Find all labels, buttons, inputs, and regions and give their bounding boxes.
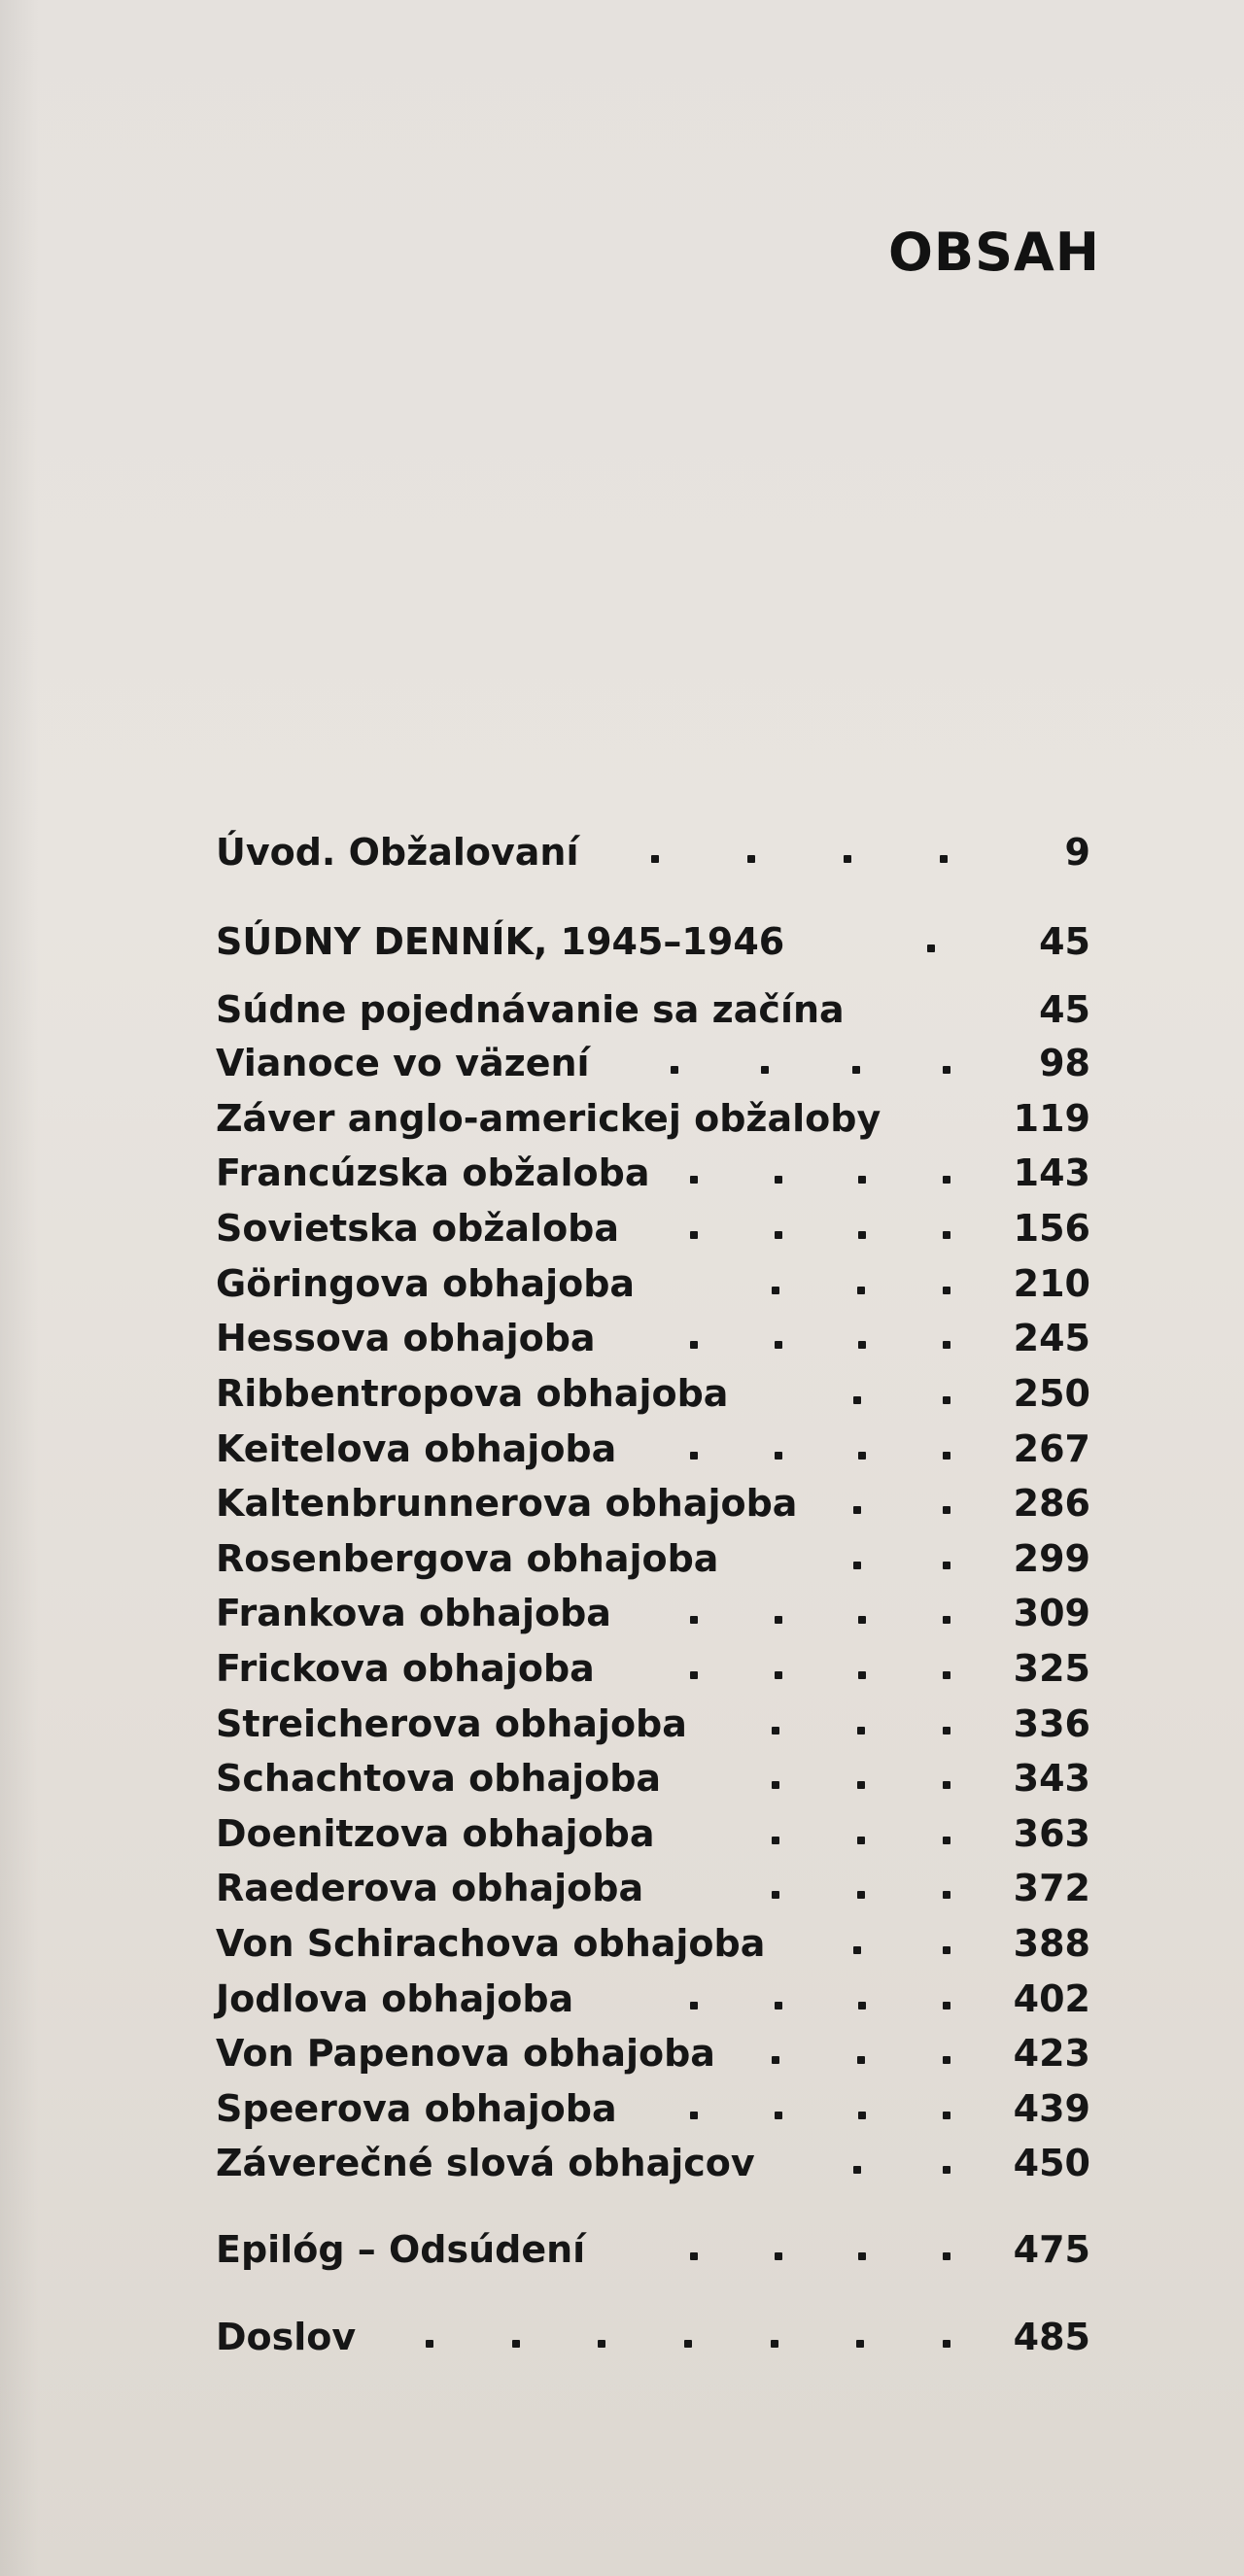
leader-dot: [690, 1341, 698, 1349]
toc-entry-page-number: 402: [1013, 1977, 1090, 2020]
toc-entry: [216, 828, 1090, 876]
toc-entry: [216, 1314, 1090, 1362]
toc-entry-page-number: 363: [1013, 1812, 1090, 1855]
toc-entry-title: Súdne pojednávanie sa začína: [216, 988, 845, 1031]
leader-dot: [690, 1176, 698, 1184]
toc-entry-title: Raederova obhajoba: [216, 1867, 644, 1909]
toc-entry-title: Doenitzova obhajoba: [216, 1812, 655, 1855]
dot-leader: [690, 1975, 950, 2023]
toc-entry-title: Rosenbergova obhajoba: [216, 1537, 719, 1580]
toc-entry-page-number: 299: [1013, 1537, 1090, 1580]
toc-entry-title: Doslov: [216, 2316, 357, 2358]
leader-dot: [858, 2252, 866, 2260]
toc-entry-page-number: 119: [1013, 1097, 1090, 1140]
dot-leader: [690, 2084, 950, 2133]
toc-entry: [216, 2084, 1090, 2133]
leader-dot: [852, 1066, 860, 1074]
toc-entry: [216, 1919, 1090, 1968]
toc-entry-title: Frickova obhajoba: [216, 1647, 595, 1690]
leader-dot: [844, 855, 851, 863]
toc-entry: [216, 2139, 1090, 2187]
leader-dot: [775, 2252, 782, 2260]
leader-dot: [940, 855, 948, 863]
toc-entry: [216, 2225, 1090, 2274]
dot-leader: [690, 1149, 950, 1197]
leader-dot: [943, 2056, 950, 2064]
leader-dot: [858, 1671, 866, 1679]
toc-entry-title: Epilóg – Odsúdení: [216, 2228, 586, 2271]
leader-dot: [858, 1452, 866, 1460]
dot-leader: [690, 1589, 950, 1637]
dot-leader: [853, 1534, 950, 1583]
toc-entry-title: Kaltenbrunnerova obhajoba: [216, 1482, 798, 1525]
leader-dot: [857, 1781, 865, 1789]
leader-dot: [853, 1396, 861, 1404]
leader-dot: [858, 2112, 866, 2119]
toc-entry-page-number: 475: [1013, 2228, 1090, 2271]
leader-dot: [853, 1506, 861, 1514]
toc-entry: [216, 1864, 1090, 1912]
toc-entry-page-number: 267: [1013, 1427, 1090, 1470]
leader-dot: [858, 1176, 866, 1184]
leader-dot: [943, 1946, 950, 1954]
dot-leader: [772, 2029, 950, 2078]
toc-entry: [216, 2313, 1090, 2361]
toc-entry-page-number: 450: [1013, 2142, 1090, 2184]
leader-dot: [775, 1616, 782, 1624]
leader-dot: [943, 1396, 950, 1404]
leader-dot: [858, 1341, 866, 1349]
toc-entry: [216, 1259, 1090, 1308]
toc-entry-page-number: 98: [1039, 1042, 1090, 1084]
toc-entry-title: Schachtova obhajoba: [216, 1757, 662, 1800]
toc-entry-title: Úvod. Obžalovaní: [216, 831, 579, 874]
dot-leader: [690, 1314, 950, 1362]
toc-entry-page-number: 245: [1013, 1317, 1090, 1359]
leader-dot: [857, 1287, 865, 1294]
dot-leader: [690, 1425, 950, 1473]
dot-leader: [772, 1864, 950, 1912]
leader-dot: [775, 2002, 782, 2009]
leader-dot: [856, 2340, 864, 2348]
leader-dot: [943, 1837, 950, 1844]
dot-leader: [927, 917, 935, 966]
toc-entry-title: Jodlova obhajoba: [216, 1977, 574, 2020]
dot-leader: [853, 1369, 950, 1418]
leader-dot: [858, 1616, 866, 1624]
leader-dot: [943, 1781, 950, 1789]
toc-entry-title: SÚDNY DENNÍK, 1945–1946: [216, 920, 785, 963]
toc-entry: [216, 1369, 1090, 1418]
leader-dot: [943, 2340, 950, 2348]
toc-entry-page-number: 439: [1013, 2087, 1090, 2130]
toc-entry: [216, 1975, 1090, 2023]
leader-dot: [858, 2002, 866, 2009]
dot-leader: [426, 2313, 950, 2361]
toc-entry: [216, 1039, 1090, 1087]
toc-entry-title: Keitelova obhajoba: [216, 1427, 617, 1470]
toc-entry-title: Streicherova obhajoba: [216, 1702, 687, 1745]
toc-entry-title: Hessova obhajoba: [216, 1317, 596, 1359]
toc-entry: [216, 985, 1090, 1034]
toc-entry-page-number: 423: [1013, 2032, 1090, 2075]
leader-dot: [943, 2002, 950, 2009]
leader-dot: [690, 1452, 698, 1460]
toc-entry: [216, 1589, 1090, 1637]
toc-entry-page-number: 372: [1013, 1867, 1090, 1909]
toc-entry: [216, 1425, 1090, 1473]
leader-dot: [772, 2056, 779, 2064]
leader-dot: [651, 855, 659, 863]
dot-leader: [853, 1919, 950, 1968]
leader-dot: [775, 1176, 782, 1184]
leader-dot: [512, 2340, 520, 2348]
leader-dot: [943, 1341, 950, 1349]
leader-dot: [761, 1066, 769, 1074]
toc-entry-page-number: 45: [1039, 988, 1090, 1031]
leader-dot: [943, 1066, 950, 1074]
toc-entry-title: Záver anglo-americkej obžaloby: [216, 1097, 881, 1140]
toc-entry-title: Ribbentropova obhajoba: [216, 1372, 729, 1415]
toc-entry-page-number: 388: [1013, 1922, 1090, 1965]
leader-dot: [857, 1837, 865, 1844]
toc-entry-page-number: 143: [1013, 1151, 1090, 1194]
dot-leader: [853, 2139, 950, 2187]
dot-leader: [690, 1644, 950, 1693]
leader-dot: [943, 1727, 950, 1735]
toc-entry: [216, 917, 1090, 966]
toc-entry-page-number: 45: [1039, 920, 1090, 963]
leader-dot: [690, 1616, 698, 1624]
leader-dot: [426, 2340, 433, 2348]
dot-leader: [853, 1479, 950, 1528]
toc-entry: [216, 1534, 1090, 1583]
dot-leader: [690, 1204, 950, 1253]
toc-entry: [216, 1479, 1090, 1528]
leader-dot: [943, 1891, 950, 1899]
leader-dot: [690, 2252, 698, 2260]
leader-dot: [943, 1506, 950, 1514]
toc-entry-title: Von Papenova obhajoba: [216, 2032, 715, 2075]
leader-dot: [747, 855, 755, 863]
leader-dot: [775, 1231, 782, 1239]
leader-dot: [943, 1562, 950, 1569]
leader-dot: [771, 2340, 778, 2348]
toc-entry-page-number: 336: [1013, 1702, 1090, 1745]
leader-dot: [690, 1231, 698, 1239]
leader-dot: [853, 1562, 861, 1569]
toc-entry-title: Frankova obhajoba: [216, 1592, 611, 1634]
leader-dot: [943, 1671, 950, 1679]
leader-dot: [598, 2340, 605, 2348]
toc-entry-page-number: 286: [1013, 1482, 1090, 1525]
leader-dot: [772, 1287, 779, 1294]
toc-entry-title: Záverečné slová obhajcov: [216, 2142, 755, 2184]
leader-dot: [772, 1727, 779, 1735]
toc-entry: [216, 1809, 1090, 1858]
toc-entry: [216, 1149, 1090, 1197]
toc-entry-title: Sovietska obžaloba: [216, 1207, 620, 1250]
page-gutter-shadow: [0, 0, 39, 2576]
toc-entry: [216, 2029, 1090, 2078]
leader-dot: [690, 1671, 698, 1679]
leader-dot: [671, 1066, 678, 1074]
leader-dot: [943, 2166, 950, 2174]
toc-entry-page-number: 485: [1013, 2316, 1090, 2358]
toc-entry-page-number: 156: [1013, 1207, 1090, 1250]
leader-dot: [772, 1781, 779, 1789]
leader-dot: [857, 1891, 865, 1899]
dot-leader: [671, 1039, 950, 1087]
leader-dot: [943, 1616, 950, 1624]
leader-dot: [690, 2002, 698, 2009]
dot-leader: [690, 2225, 950, 2274]
toc-entry-page-number: 325: [1013, 1647, 1090, 1690]
toc-entry-title: Speerova obhajoba: [216, 2087, 617, 2130]
leader-dot: [775, 1341, 782, 1349]
dot-leader: [651, 828, 948, 876]
dot-leader: [772, 1809, 950, 1858]
leader-dot: [853, 2166, 861, 2174]
leader-dot: [943, 2252, 950, 2260]
dot-leader: [772, 1259, 950, 1308]
toc-entry: [216, 1204, 1090, 1253]
leader-dot: [684, 2340, 692, 2348]
leader-dot: [857, 1727, 865, 1735]
toc-entry-page-number: 343: [1013, 1757, 1090, 1800]
leader-dot: [775, 1452, 782, 1460]
leader-dot: [853, 1946, 861, 1954]
leader-dot: [857, 2056, 865, 2064]
toc-entry-title: Göringova obhajoba: [216, 1262, 636, 1305]
toc-entry-title: Vianoce vo väzení: [216, 1042, 590, 1084]
toc-entry: [216, 1700, 1090, 1748]
leader-dot: [772, 1837, 779, 1844]
dot-leader: [772, 1700, 950, 1748]
toc-entry: [216, 1754, 1090, 1803]
leader-dot: [943, 1452, 950, 1460]
leader-dot: [772, 1891, 779, 1899]
toc-entry-title: Von Schirachova obhajoba: [216, 1922, 766, 1965]
leader-dot: [943, 2112, 950, 2119]
dot-leader: [772, 1754, 950, 1803]
toc-entry-page-number: 250: [1013, 1372, 1090, 1415]
leader-dot: [858, 1231, 866, 1239]
leader-dot: [775, 2112, 782, 2119]
leader-dot: [943, 1287, 950, 1294]
table-of-contents: [216, 0, 1090, 2576]
toc-entry: [216, 1644, 1090, 1693]
page-title: OBSAH: [888, 222, 1100, 283]
leader-dot: [943, 1231, 950, 1239]
leader-dot: [775, 1671, 782, 1679]
toc-entry-page-number: 210: [1013, 1262, 1090, 1305]
leader-dot: [927, 945, 935, 952]
toc-entry-page-number: 9: [1064, 831, 1090, 874]
toc-entry-page-number: 309: [1013, 1592, 1090, 1634]
leader-dot: [943, 1176, 950, 1184]
leader-dot: [690, 2112, 698, 2119]
toc-entry-title: Francúzska obžaloba: [216, 1151, 650, 1194]
toc-entry: [216, 1094, 1090, 1143]
